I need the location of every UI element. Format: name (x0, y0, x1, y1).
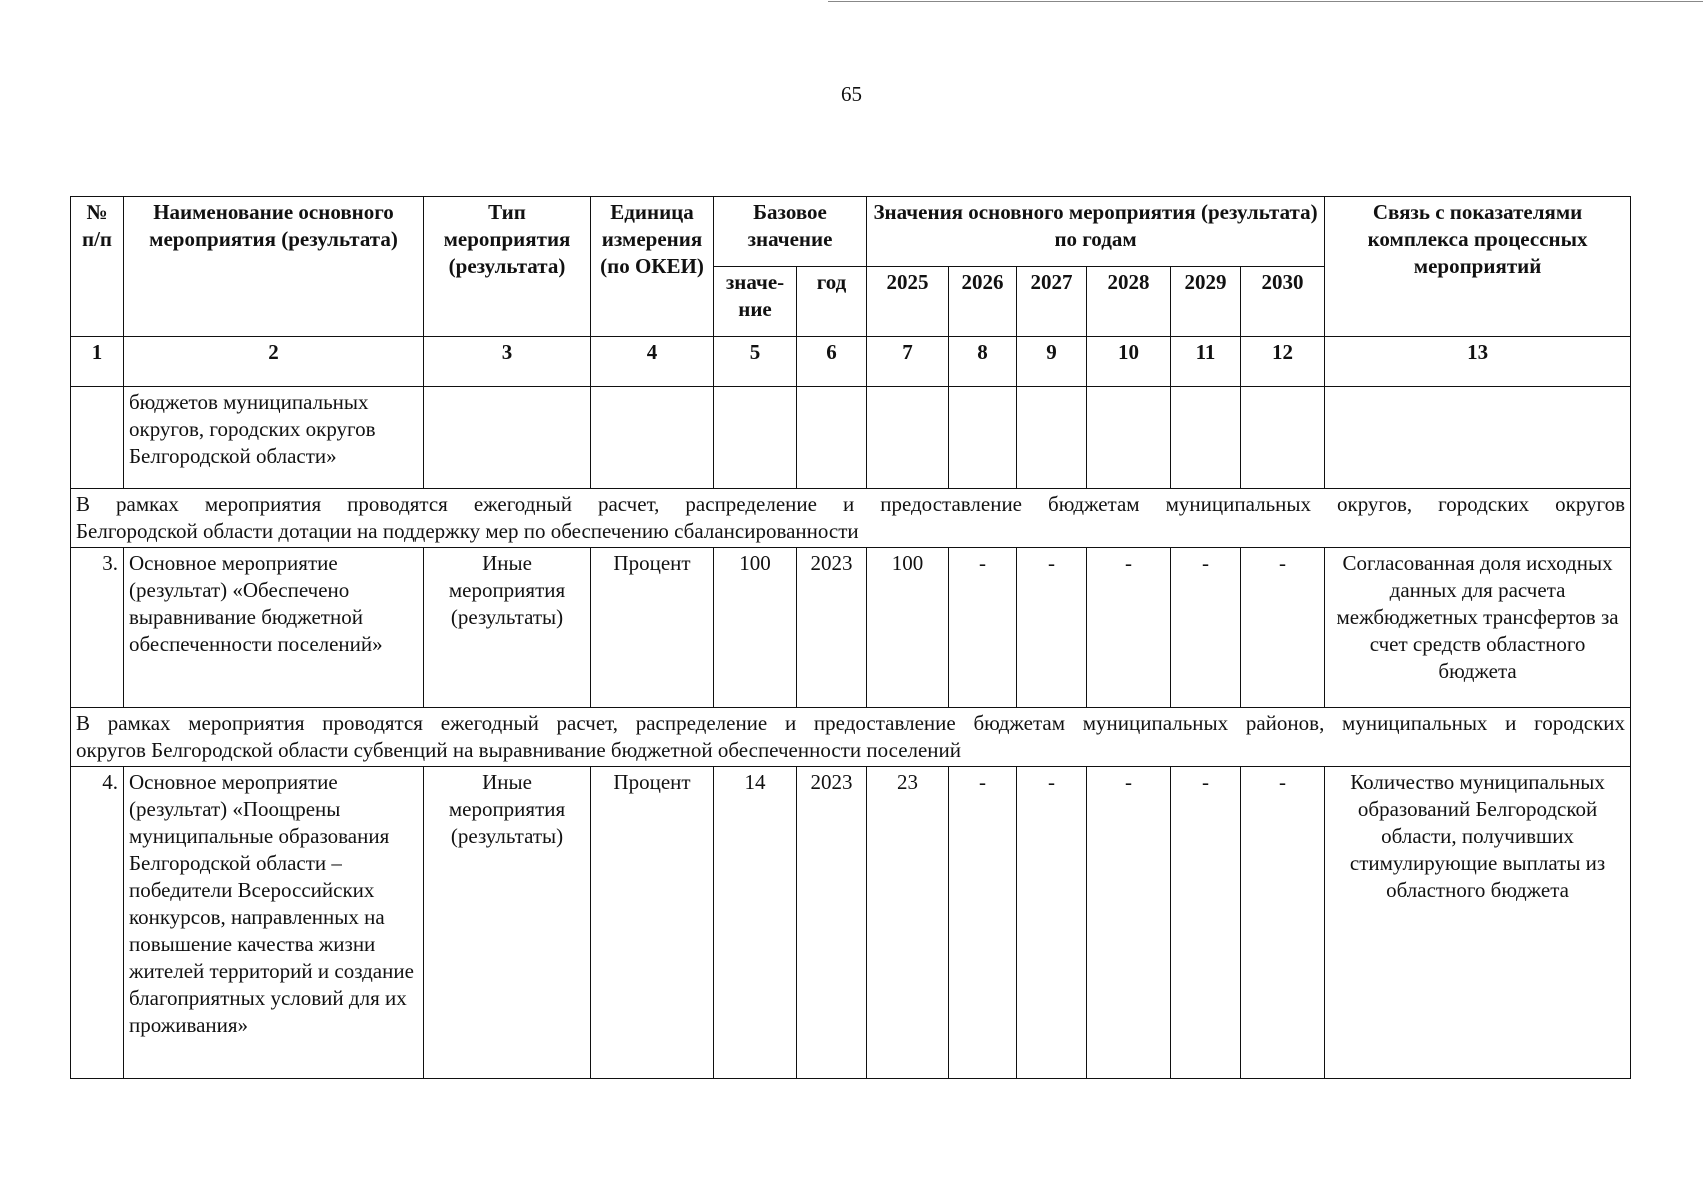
description-line: В рамках мероприятия проводятся ежегодный расчет, распределение и предоставление бюджетам муниципальных округов, городских округов (76, 492, 1626, 516)
row-value-2028: - (1087, 548, 1171, 708)
cell-empty (949, 387, 1017, 489)
cell-empty (1017, 387, 1087, 489)
column-number: 8 (949, 337, 1017, 387)
table-row-3 (71, 548, 1631, 708)
header-year-2025: 2025 (867, 267, 949, 337)
header-name: Наименование основного мероприятия (результата) (124, 197, 424, 337)
description-row-1 (71, 489, 1631, 548)
row-name: Основное мероприятие (результат) «Поощрены муниципальные образования Белгородской области – победители Всероссийских конкурсов, направленных на повышение качества жизни жителей территорий и создание благоприятных условий для их проживания» (124, 767, 424, 1079)
cell-empty (714, 387, 797, 489)
row-value-2028: - (1087, 767, 1171, 1079)
header-year-2030: 2030 (1241, 267, 1325, 337)
header-year-2026: 2026 (949, 267, 1017, 337)
column-number: 7 (867, 337, 949, 387)
row-value-2027: - (1017, 767, 1087, 1079)
row-link: Согласованная доля исходных данных для расчета межбюджетных трансфертов за счет средств областного бюджета (1325, 548, 1631, 708)
table-row-continuation (71, 387, 1631, 489)
table-row-4 (71, 767, 1631, 1079)
page-number: 65 (841, 82, 862, 106)
cell-empty (1241, 387, 1325, 489)
cell-empty (1325, 387, 1631, 489)
description-row-2 (71, 708, 1631, 767)
row-value-2027: - (1017, 548, 1087, 708)
column-number: 5 (714, 337, 797, 387)
header-year-2029: 2029 (1171, 267, 1241, 337)
row-num: 3. (71, 548, 124, 708)
header-base-value: значе-ние (714, 267, 797, 337)
row-type: Иные мероприятия (результаты) (424, 767, 591, 1079)
header-year-2028: 2028 (1087, 267, 1171, 337)
row-base-value: 14 (714, 767, 797, 1079)
row-base-value: 100 (714, 548, 797, 708)
row-value-2029: - (1171, 767, 1241, 1079)
row-value-2025: 100 (867, 548, 949, 708)
cell-empty (1171, 387, 1241, 489)
row-value-2030: - (1241, 767, 1325, 1079)
header-row (71, 197, 1631, 267)
row-unit: Процент (591, 548, 714, 708)
row-type: Иные мероприятия (результаты) (424, 548, 591, 708)
row-base-year: 2023 (797, 767, 867, 1079)
row-value-2030: - (1241, 548, 1325, 708)
description-text (71, 489, 1631, 548)
row-link: Количество муниципальных образований Белгородской области, получивших стимулирующие выплаты из областного бюджета (1325, 767, 1631, 1079)
cell-empty (591, 387, 714, 489)
column-number: 6 (797, 337, 867, 387)
cell-empty (1087, 387, 1171, 489)
continuation-name: бюджетов муниципальных округов, городских округов Белгородской области» (124, 387, 424, 489)
row-num: 4. (71, 767, 124, 1079)
column-number: 10 (1087, 337, 1171, 387)
column-number: 2 (124, 337, 424, 387)
column-number: 11 (1171, 337, 1241, 387)
row-base-year: 2023 (797, 548, 867, 708)
row-name: Основное мероприятие (результат) «Обеспечено выравнивание бюджетной обеспеченности поселений» (124, 548, 424, 708)
cell-empty (797, 387, 867, 489)
header-base: Базовое значение (714, 197, 867, 267)
row-value-2025: 23 (867, 767, 949, 1079)
column-number: 4 (591, 337, 714, 387)
activities-table (70, 196, 1631, 1079)
row-value-2026: - (949, 548, 1017, 708)
cell-empty (424, 387, 591, 489)
row-value-2026: - (949, 767, 1017, 1079)
header-type: Тип мероприятия (результата) (424, 197, 591, 337)
column-number: 12 (1241, 337, 1325, 387)
row-unit: Процент (591, 767, 714, 1079)
header-values-by-year: Значения основного мероприятия (результата) по годам (867, 197, 1325, 267)
cell-empty (71, 387, 124, 489)
header-year-2027: 2027 (1017, 267, 1087, 337)
header-base-year: год (797, 267, 867, 337)
column-number-row (71, 337, 1631, 387)
header-num: № п/п (71, 197, 124, 337)
cell-empty (867, 387, 949, 489)
column-number: 13 (1325, 337, 1631, 387)
column-number: 1 (71, 337, 124, 387)
top-rule (828, 1, 1703, 2)
header-unit: Единица измерения (по ОКЕИ) (591, 197, 714, 337)
column-number: 9 (1017, 337, 1087, 387)
header-link: Связь с показателями комплекса процессных мероприятий (1325, 197, 1631, 337)
description-line: округов Белгородской области субвенций на выравнивание бюджетной обеспеченности поселений (76, 738, 962, 762)
row-value-2029: - (1171, 548, 1241, 708)
description-text (71, 708, 1631, 767)
column-number: 3 (424, 337, 591, 387)
description-line: Белгородской области дотации на поддержку мер по обеспечению сбалансированности (76, 519, 859, 543)
description-line: В рамках мероприятия проводятся ежегодный расчет, распределение и предоставление бюджетам муниципальных районов, муниципальных и городских (76, 711, 1626, 735)
